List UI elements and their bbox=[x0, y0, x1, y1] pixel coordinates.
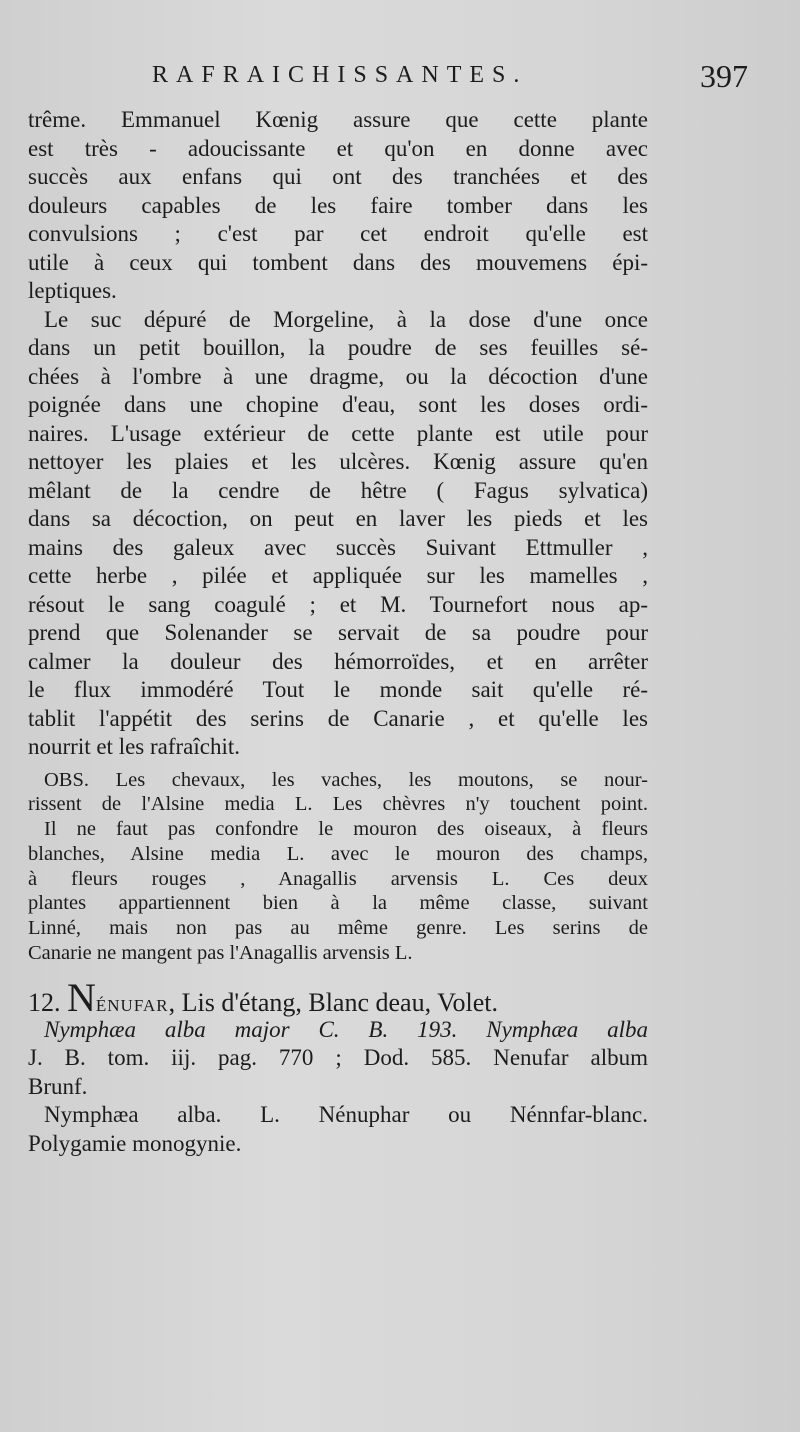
text-line: blanches, Alsine media L. avec le mouron des champs, bbox=[28, 842, 648, 865]
page-header bbox=[0, 58, 800, 102]
text-line: naires. L'usage extérieur de cette plante est utile pour bbox=[28, 420, 648, 446]
text-line: Canarie ne mangent pas l'Anagallis arvensis L. bbox=[28, 942, 413, 965]
text-line: nettoyer les plaies et les ulcères. Kœnig assure qu'en bbox=[28, 449, 648, 474]
entry-initial: N bbox=[67, 974, 96, 1020]
body-text bbox=[28, 106, 648, 1158]
text-line: calmer la douleur des hémorroïdes, et en arrêter bbox=[28, 648, 648, 674]
text-line: mains des galeux avec succès Suivant Ettmuller , bbox=[28, 534, 648, 560]
text-line: rissent de l'Alsine media L. Les chèvres n'y touchent point. bbox=[28, 793, 648, 816]
text-line: mêlant de la cendre de hêtre ( Fagus sylvatica) bbox=[28, 477, 648, 503]
text-line: trême. Emmanuel Kœnig assure que cette plante bbox=[28, 107, 648, 132]
text-line: prend que Solenander se servait de sa poudre pour bbox=[28, 620, 648, 645]
page-number: 397 bbox=[700, 58, 748, 94]
text-line: cette herbe , pilée et appliquée sur les mamelles , bbox=[28, 563, 648, 588]
entry-nenufar bbox=[28, 974, 648, 1159]
text-line: dans un petit bouillon, la poudre de ses feuilles sé- bbox=[28, 335, 648, 360]
text-line: Nymphæa alba major C. B. 193. Nymphæa alba bbox=[44, 1016, 648, 1042]
text-line: J. B. tom. iij. pag. 770 ; Dod. 585. Nenufar album bbox=[28, 1045, 648, 1071]
text-line: Polygamie monogynie. bbox=[28, 1130, 242, 1156]
text-line: Linné, mais non pas au même genre. Les serins de bbox=[28, 917, 648, 940]
text-line: succès aux enfans qui ont des tranchées et des bbox=[28, 164, 648, 189]
text-line: dans sa décoction, on peut en laver les pieds et les bbox=[28, 506, 648, 531]
entry-heading bbox=[28, 974, 648, 1020]
text-line: nourrit et les rafraîchit. bbox=[28, 734, 241, 759]
entry-name: ÉNUFAR bbox=[95, 995, 169, 1015]
text-line: le flux immodéré Tout le monde sait qu'elle ré- bbox=[28, 677, 648, 702]
text-line: plantes appartiennent bien à la même classe, suivant bbox=[28, 892, 648, 915]
text-line: Brunf. bbox=[28, 1073, 88, 1099]
text-line: utile à ceux qui tombent dans des mouvemens épi- bbox=[28, 249, 648, 275]
text-line: douleurs capables de les faire tomber dans les bbox=[28, 192, 648, 218]
running-title: RAFRAICHISSANTES. bbox=[152, 62, 528, 88]
observation-note bbox=[28, 768, 648, 966]
paragraph-koenig bbox=[28, 106, 648, 306]
text-line: poignée dans une chopine d'eau, sont les doses ordi- bbox=[28, 392, 648, 417]
text-line: est très - adoucissante et qu'on en donne avec bbox=[28, 135, 648, 161]
text-line: OBS. Les chevaux, les vaches, les moutons, se nour- bbox=[44, 768, 648, 791]
text-line: résout le sang coagulé ; et M. Tournefort nous ap- bbox=[28, 591, 648, 617]
text-line: Le suc dépuré de Morgeline, à la dose d'une once bbox=[44, 306, 648, 332]
text-line: à fleurs rouges , Anagallis arvensis L. Ces deux bbox=[28, 867, 648, 890]
paragraph-morgeline bbox=[28, 306, 648, 762]
entry-number: 12. bbox=[28, 987, 61, 1017]
text-line: leptiques. bbox=[28, 278, 117, 303]
text-line: chées à l'ombre à une dragme, ou la décoction d'une bbox=[28, 363, 648, 389]
text-line: convulsions ; c'est par cet endroit qu'elle est bbox=[28, 221, 648, 246]
text-line: tablit l'appétit des serins de Canarie , et qu'elle les bbox=[28, 705, 648, 731]
text-line: Nymphæa alba. L. Nénuphar ou Nénnfar-blanc. bbox=[44, 1102, 648, 1128]
text-line: Il ne faut pas confondre le mouron des oiseaux, à fleurs bbox=[44, 818, 648, 841]
entry-heading-rest: , Lis d'étang, Blanc deau, Volet. bbox=[168, 987, 499, 1017]
